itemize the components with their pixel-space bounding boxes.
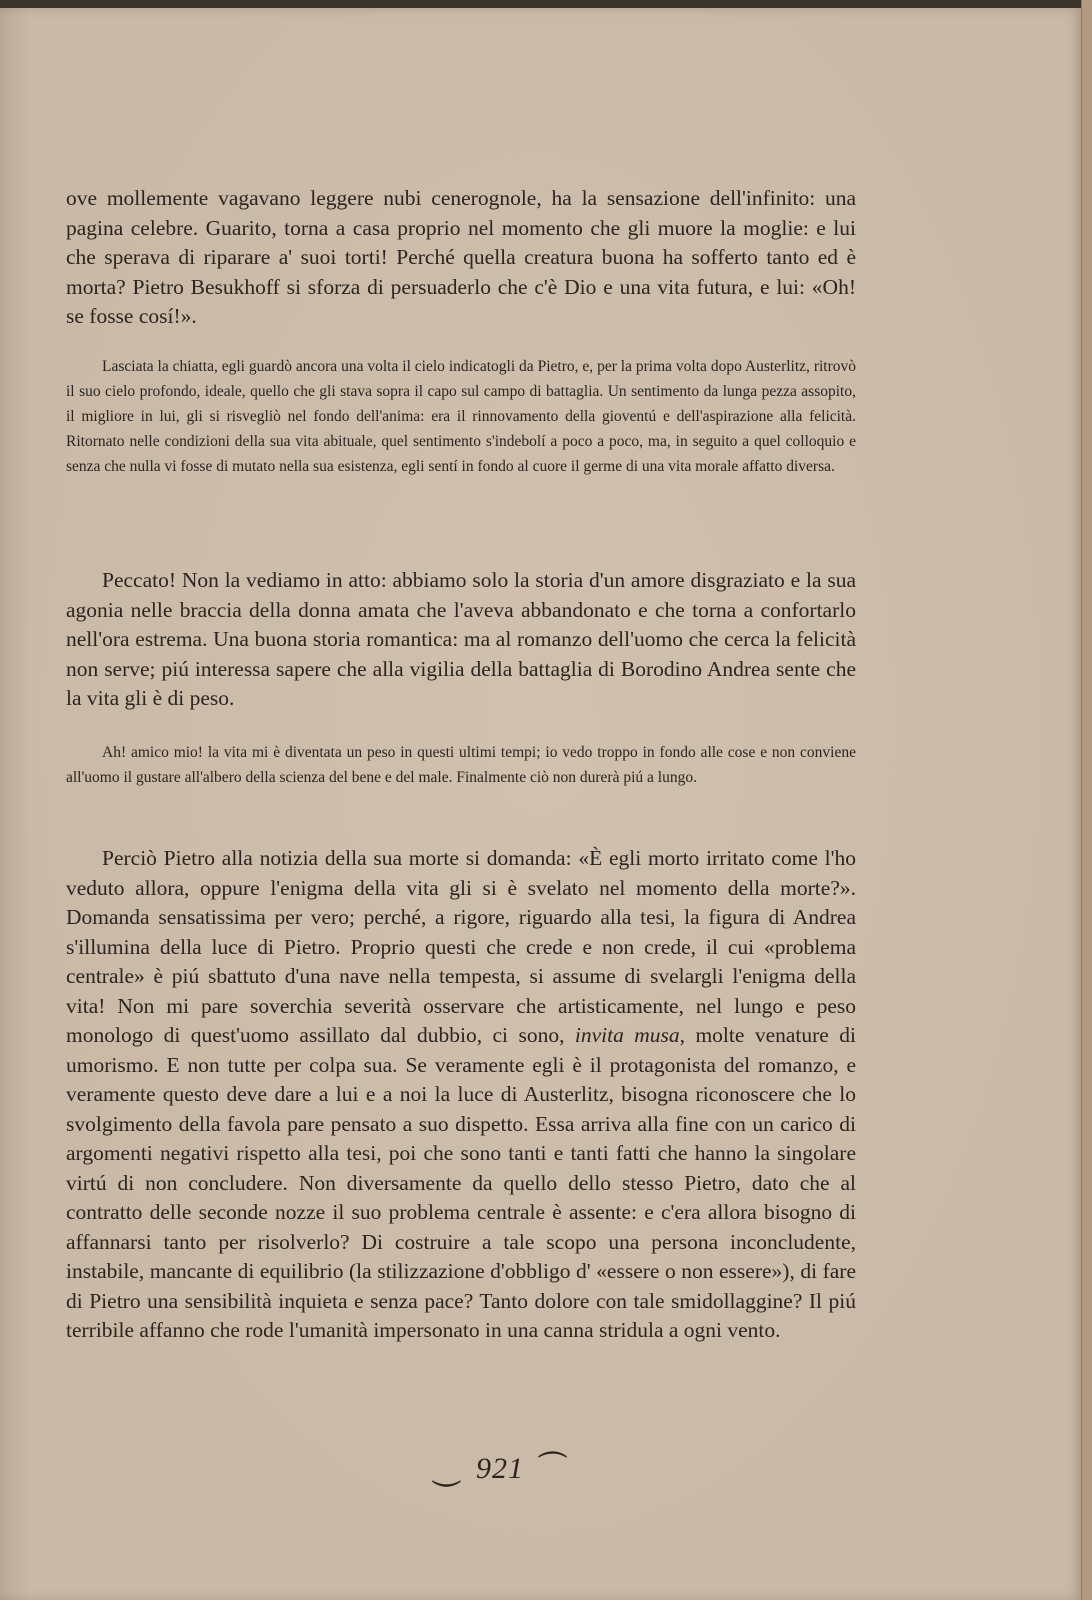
body-paragraph-2 bbox=[66, 566, 856, 714]
page-number bbox=[0, 1452, 1000, 1486]
page-right-edge bbox=[1081, 0, 1092, 1600]
page-number-ornament-left: ⏝ bbox=[432, 1452, 462, 1485]
paragraph-2-text: Peccato! Non la vediamo in atto: abbiamo solo la storia d'un amore disgraziato e la sua agonia nelle braccia della donna amata che l'aveva abbandonato e che torna a confortarlo nell'ora estrema. Una buona storia romantica: ma al romanzo dell'uomo che cerca la felicità non serve; piú interessa sapere che alla vigilia della battaglia di Borodino Andrea sente che la vita gli è di peso. bbox=[66, 568, 856, 710]
paragraph-1-text: ove mollemente vagavano leggere nubi cenerognole, ha la sensazione dell'infinito: una pagina celebre. Guarito, torna a casa proprio nel momento che gli muore la moglie: e lui che sperava di riparare a' suoi torti! Perché quella creatura buona ha sofferto tanto ed è morta? Pietro Besukhoff si sforza di persuaderlo che c'è Dio e una vita futura, e lui: «Oh! se fosse cosí!». bbox=[66, 186, 856, 328]
quote-2-text: Ah! amico mio! la vita mi è diventata un peso in questi ultimi tempi; io vedo troppo in fondo alle cose e non conviene all'uomo il gustare all'albero della scienza del bene e del male. Finalmente ciò non durerà piú a lungo. bbox=[66, 744, 856, 786]
block-quote-2 bbox=[66, 740, 856, 790]
body-paragraph-1 bbox=[66, 184, 856, 332]
page-number-value: 921 bbox=[476, 1452, 524, 1485]
scan-top-edge bbox=[0, 0, 1092, 8]
block-quote-1 bbox=[66, 354, 856, 479]
book-page bbox=[0, 8, 1082, 1600]
paragraph-3-part-b: , molte venature di umorismo. E non tutte per colpa sua. Se veramente egli è il protagonista del romanzo, e veramente questo deve dare a lui e a noi la luce di Austerlitz, bisogna riconoscere che lo svolgimento della favola pare pensato a suo dispetto. Essa arriva alla fine con un carico di argomenti negativi rispetto alla tesi, poi che sono tanti e tanti fatti che hanno la singolare virtú di non concludere. Non diversamente da quello dello stesso Pietro, dato che al contratto delle seconde nozze il suo problema centrale è assente: e c'era allora bisogno di affannarsi tanto per risolverlo? Di costruire a tale scopo una persona inconcludente, instabile, mancante di equilibrio (la stilizzazione d'obbligo d' «essere o non essere»), di fare di Pietro una sensibilità inquieta e senza pace? Tanto dolore con tale smidollaggine? Il piú terribile affanno che rode l'umanità impersonato in una canna stridula a ogni vento. bbox=[66, 1023, 856, 1342]
quote-1-text: Lasciata la chiatta, egli guardò ancora una volta il cielo indicatogli da Pietro, e, per la prima volta dopo Austerlitz, ritrovò il suo cielo profondo, ideale, quello che gli stava sopra il capo sul campo di battaglia. Un sentimento da lunga pezza assopito, il migliore in lui, gli si risvegliò nel fondo dell'anima: era il rinnovamento della gioventú e dell'aspirazione alla felicità. Ritornato nelle condizioni della sua vita abituale, quel sentimento s'indebolí a poco a poco, ma, in seguito a quel colloquio e senza che nulla vi fosse di mutato nella sua esistenza, egli sentí in fondo al cuore il germe di una vita morale affatto diversa. bbox=[66, 358, 856, 475]
page-number-ornament-right: ⏜ bbox=[538, 1452, 568, 1485]
paragraph-3-italic-phrase: invita musa bbox=[574, 1023, 680, 1047]
paragraph-3-part-a: Perciò Pietro alla notizia della sua morte si domanda: «È egli morto irritato come l'ho veduto allora, oppure l'enigma della vita gli si è svelato nel momento della morte?». Domanda sensatissima per vero; perché, a rigore, riguardo alla tesi, la figura di Andrea s'illumina della luce di Pietro. Proprio questi che crede e non crede, il cui «problema centrale» è piú sbattuto d'una nave nella tempesta, si assume di svelargli l'enigma della vita! Non mi pare soverchia severità osservare che artisticamente, nel lungo e peso monologo di quest'uomo assillato dal dubbio, ci sono, bbox=[66, 846, 856, 1047]
body-paragraph-3 bbox=[66, 844, 856, 1346]
paragraph-3-text bbox=[66, 844, 856, 1346]
